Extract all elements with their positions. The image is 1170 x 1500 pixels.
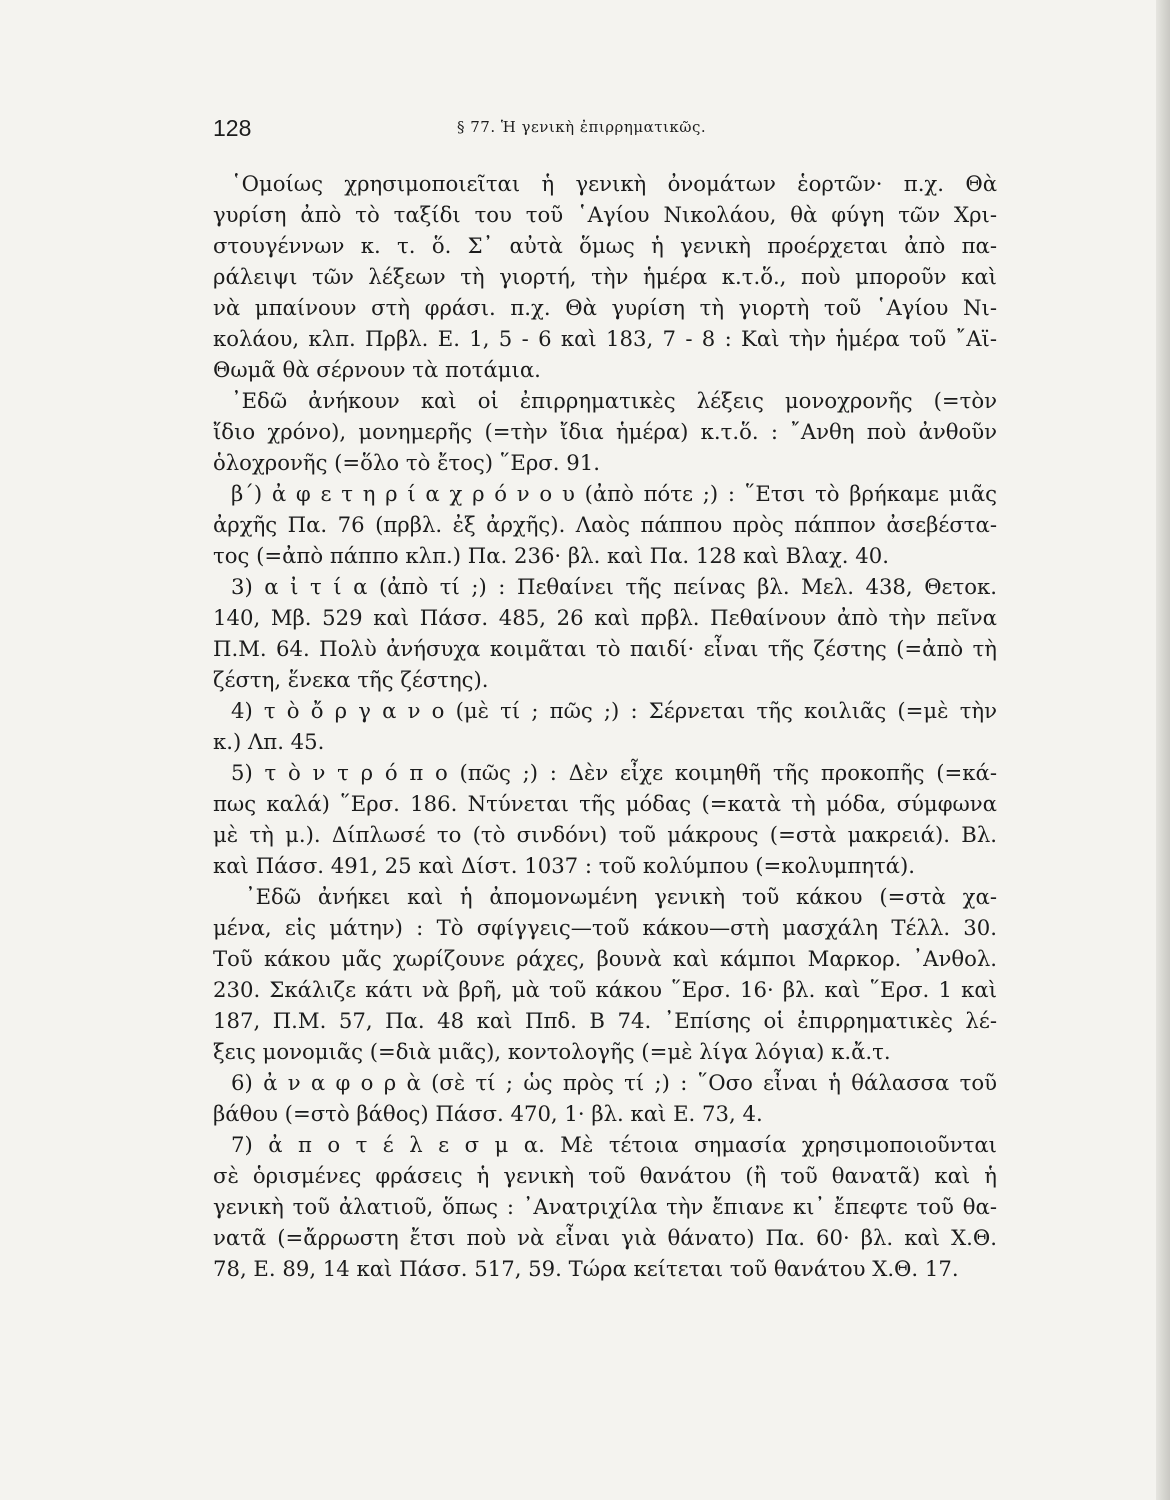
text-line: ἀρχῆς Πα. 76 (πρβλ. ἐξ ἀρχῆς). Λαὸς πάππου πρὸς πάππον ἀσεβέστα- bbox=[213, 512, 997, 537]
text-line: μὲ τὴ μ.). Δίπλωσέ το (τὸ σινδόνι) τοῦ μάκρους (=στὰ μακρειά). Βλ. bbox=[213, 822, 997, 847]
text-line: Θωμᾶ θὰ σέρνουν τὰ ποτάμια. bbox=[213, 357, 541, 382]
text-line: β΄) ἀ φ ε τ η ρ ί α χ ρ ό ν ο υ (ἀπὸ πότε ;) : ῞Ετσι τὸ βρήκαμε μιᾶς bbox=[231, 481, 997, 506]
text-line: στουγέννων κ. τ. ὅ. Σ᾽ αὐτὰ ὅμως ἡ γενικὴ προέρχεται ἀπὸ πα- bbox=[213, 233, 997, 258]
text-line: νὰ μπαίνουν στὴ φράσι. π.χ. Θὰ γυρίση τὴ γιορτὴ τοῦ ῾Αγίου Νι- bbox=[213, 295, 997, 320]
text-line: 5) τ ὸ ν τ ρ ό π ο (πῶς ;) : Δὲν εἶχε κοιμηθῆ τῆς προκοπῆς (=κά- bbox=[231, 760, 997, 785]
text-line: 230. Σκάλιζε κάτι νὰ βρῆ, μὰ τοῦ κάκου ῞Ερσ. 16· βλ. καὶ ῞Ερσ. 1 καὶ bbox=[213, 977, 997, 1002]
text-line: Τοῦ κάκου μᾶς χωρίζουνε ράχες, βουνὰ καὶ κάμποι Μαρκορ. ᾽Ανθολ. bbox=[213, 946, 997, 971]
text-line: 78, Ε. 89, 14 καὶ Πάσσ. 517, 59. Τώρα κείτεται τοῦ θανάτου Χ.Θ. 17. bbox=[213, 1256, 959, 1281]
page-header bbox=[213, 115, 956, 145]
text-line: γενικὴ τοῦ ἀλατιοῦ, ὅπως : ᾽Ανατριχίλα τὴν ἔπιανε κι᾽ ἔπεφτε τοῦ θα- bbox=[213, 1194, 997, 1219]
text-line: ὁλοχρονῆς (=ὅλο τὸ ἔτος) ῞Ερσ. 91. bbox=[213, 450, 600, 475]
text-line: 6) ἀ ν α φ ο ρ ὰ (σὲ τί ; ὡς πρὸς τί ;) : ῞Οσο εἶναι ἡ θάλασσα τοῦ bbox=[231, 1070, 997, 1095]
page-number: 128 bbox=[213, 115, 252, 141]
text-line: 3) α ἰ τ ί α (ἀπὸ τί ;) : Πεθαίνει τῆς πείνας βλ. Μελ. 438, Θετοκ. bbox=[231, 574, 997, 599]
text-line: 4) τ ὸ ὄ ρ γ α ν ο (μὲ τί ; πῶς ;) : Σέρνεται τῆς κοιλιᾶς (=μὲ τὴν bbox=[231, 698, 997, 723]
text-line: 187, Π.Μ. 57, Πα. 48 καὶ Ππδ. Β 74. ᾽Επίσης οἱ ἐπιρρηματικὲς λέ- bbox=[213, 1008, 997, 1033]
text-line: γυρίση ἀπὸ τὸ ταξίδι του τοῦ ῾Αγίου Νικολάου, θὰ φύγη τῶν Χρι- bbox=[213, 202, 997, 227]
text-line: τος (=ἀπὸ πάππο κλπ.) Πα. 236· βλ. καὶ Πα. 128 καὶ Βλαχ. 40. bbox=[213, 543, 889, 568]
text-line: ῾Ομοίως χρησιμοποιεῖται ἡ γενικὴ ὀνομάτων ἑορτῶν· π.χ. Θὰ bbox=[231, 171, 997, 196]
text-line: ᾽Εδῶ ἀνήκουν καὶ οἱ ἐπιρρηματικὲς λέξεις μονοχρονῆς (=τὸν bbox=[231, 388, 997, 413]
text-line: σὲ ὁρισμένες φράσεις ἡ γενικὴ τοῦ θανάτου (ἢ τοῦ θανατᾶ) καὶ ἡ bbox=[213, 1163, 997, 1188]
text-line: Π.Μ. 64. Πολὺ ἀνήσυχα κοιμᾶται τὸ παιδί· εἶναι τῆς ζέστης (=ἀπὸ τὴ bbox=[213, 636, 997, 661]
text-line: ζέστη, ἕνεκα τῆς ζέστης). bbox=[213, 667, 489, 692]
text-line: μένα, εἰς μάτην) : Τὸ σφίγγεις—τοῦ κάκου—στὴ μασχάλη Τέλλ. 30. bbox=[213, 915, 997, 940]
text-line: 7) ἀ π ο τ έ λ ε σ μ α. Μὲ τέτοια σημασία χρησιμοποιοῦνται bbox=[231, 1132, 997, 1157]
page-edge bbox=[1156, 0, 1170, 1500]
text-line: καὶ Πάσσ. 491, 25 καὶ Δίστ. 1037 : τοῦ κολύμπου (=κολυμπητά). bbox=[213, 853, 915, 878]
text-line: ᾽Εδῶ ἀνήκει καὶ ἡ ἀπομονωμένη γενικὴ τοῦ κάκου (=στὰ χα- bbox=[245, 884, 997, 909]
text-line: ἴδιο χρόνο), μονημερῆς (=τὴν ἴδια ἡμέρα) κ.τ.ὅ. : ῎Ανθη ποὺ ἀνθοῦν bbox=[213, 419, 997, 444]
text-line: ξεις μονομιᾶς (=διὰ μιᾶς), κοντολογῆς (=μὲ λίγα λόγια) κ.ἄ.τ. bbox=[213, 1039, 891, 1064]
text-line: 140, Μβ. 529 καὶ Πάσσ. 485, 26 καὶ πρβλ. Πεθαίνουν ἀπὸ τὴν πεῖνα bbox=[213, 605, 997, 630]
text-line: βάθου (=στὸ βάθος) Πάσσ. 470, 1· βλ. καὶ Ε. 73, 4. bbox=[213, 1101, 763, 1126]
text-line: κολάου, κλπ. Πρβλ. Ε. 1, 5 - 6 καὶ 183, 7 - 8 : Καὶ τὴν ἡμέρα τοῦ ῎Αϊ- bbox=[213, 326, 997, 351]
text-line: ράλειψι τῶν λέξεων τὴ γιορτή, τὴν ἡμέρα κ.τ.ὅ., ποὺ μποροῦν καὶ bbox=[213, 264, 997, 289]
text-line: κ.) Λπ. 45. bbox=[213, 729, 325, 754]
text-line: νατᾶ (=ἄρρωστη ἔτσι ποὺ νὰ εἶναι γιὰ θάνατο) Πα. 60· βλ. καὶ Χ.Θ. bbox=[213, 1225, 997, 1250]
page-body bbox=[213, 168, 997, 1284]
text-line: πως καλά) ῞Ερσ. 186. Ντύνεται τῆς μόδας (=κατὰ τὴ μόδα, σύμφωνα bbox=[213, 791, 997, 816]
running-head: § 77. Ἡ γενικὴ ἐπιρρηματικῶς. bbox=[457, 118, 707, 136]
